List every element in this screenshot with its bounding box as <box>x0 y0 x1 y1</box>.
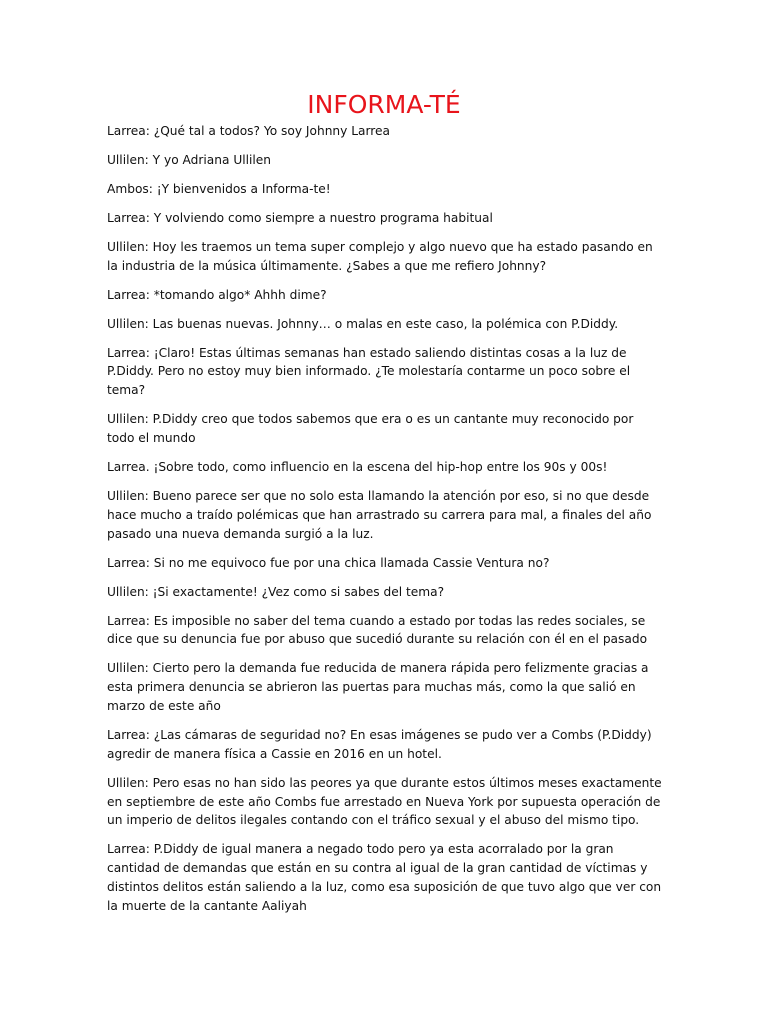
dialogue-line: Larrea: ¿Qué tal a todos? Yo soy Johnny Larrea <box>107 124 390 138</box>
dialogue-line: Larrea: Si no me equivoco fue por una chica llamada Cassie Ventura no? <box>107 555 550 570</box>
dialogue-line: Ullilen: Pero esas no han sido las peores ya que durante estos últimos meses exactamente en septiembre de este año Combs fue arrestado en Nueva York por supuesta operación de un imperio de delitos ilegales contando con el tráfico sexual y el abuso del mismo tipo. <box>107 775 662 828</box>
dialogue-line: Ullilen: ¡Si exactamente! ¿Vez como si sabes del tema? <box>107 584 445 599</box>
dialogue-line: Larrea: ¿Las cámaras de seguridad no? En esas imágenes se pudo ver a Combs (P.Diddy) agredir de manera física a Cassie en 2016 en un hotel. <box>107 727 652 761</box>
dialogue-line: Larrea: ¡Claro! Estas últimas semanas han estado saliendo distintas cosas a la luz de P.Diddy. Pero no estoy muy bien informado. ¿Te molestaría contarme un poco sobre el tema? <box>107 345 631 398</box>
dialogue-body <box>107 122 663 926</box>
dialogue-line: Ullilen: Cierto pero la demanda fue reducida de manera rápida pero felizmente gracias a esta primera denuncia se abrieron las puertas para muchas más, como la que salió en marzo de este año <box>107 661 649 713</box>
dialogue-line: Ullilen: P.Diddy creo que todos sabemos que era o es un cantante muy reconocido por todo el mundo <box>107 412 634 446</box>
dialogue-line: Ullilen: Hoy les traemos un tema super complejo y algo nuevo que ha estado pasando en la industria de la música últimamente. ¿Sabes a que me refiero Johnny? <box>107 239 653 273</box>
dialogue-line: Larrea: Es imposible no saber del tema cuando a estado por todas las redes sociales, se dice que su denuncia fue por abuso que sucedió durante su relación con él en el pasado <box>107 613 648 647</box>
dialogue-line: Larrea: Y volviendo como siempre a nuestro programa habitual <box>107 210 493 225</box>
dialogue-line: Ambos: ¡Y bienvenidos a Informa-te! <box>107 181 331 196</box>
dialogue-line: Larrea: P.Diddy de igual manera a negado todo pero ya esta acorralado por la gran cantidad de demandas que están en su contra al igual de la gran cantidad de víctimas y distintos delitos están saliendo a la luz, como esa suposición de que tuvo algo que ver con la muerte de la cantante Aaliyah <box>107 842 662 913</box>
dialogue-line: Larrea: *tomando algo* Ahhh dime? <box>107 287 327 302</box>
dialogue-line: Ullilen: Y yo Adriana Ullilen <box>107 152 272 167</box>
document-title: INFORMA-TÉ <box>307 90 461 119</box>
dialogue-line: Larrea. ¡Sobre todo, como influencio en la escena del hip-hop entre los 90s y 00s! <box>107 460 608 475</box>
dialogue-line: Ullilen: Las buenas nuevas. Johnny… o malas en este caso, la polémica con P.Diddy. <box>107 316 619 331</box>
dialogue-line: Ullilen: Bueno parece ser que no solo esta llamando la atención por eso, si no que desde hace mucho a traído polémicas que han arrastrado su carrera para mal, a finales del año pasado una nueva demanda surgió a la luz. <box>107 489 652 541</box>
